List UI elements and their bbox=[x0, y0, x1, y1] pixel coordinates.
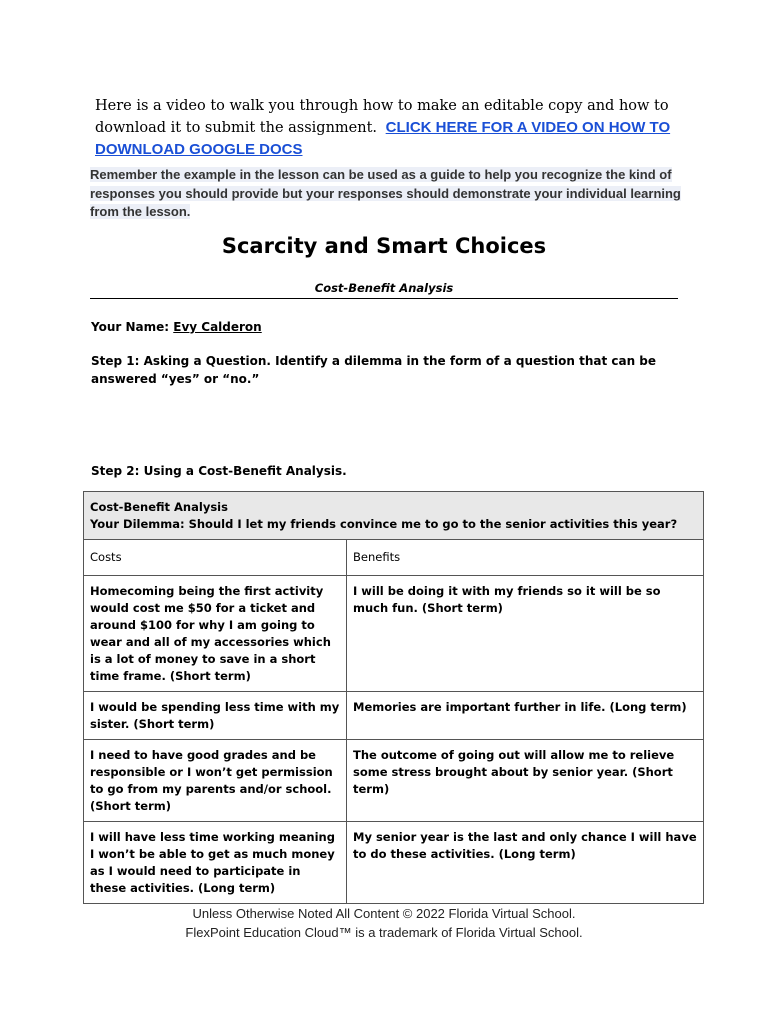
table-header-cell bbox=[84, 492, 704, 540]
name-value[interactable]: Evy Calderon bbox=[173, 320, 262, 334]
footer-copyright: Unless Otherwise Noted All Content © 2022 Florida Virtual School. bbox=[192, 906, 576, 921]
cost-cell[interactable]: I need to have good grades and be responsible or I won’t get permission to go from my parents and/or school. (Short term) bbox=[84, 740, 347, 822]
name-label: Your Name: bbox=[91, 320, 170, 334]
table-row bbox=[84, 692, 704, 740]
intro-paragraph bbox=[95, 96, 695, 161]
table-heading: Cost-Benefit Analysis bbox=[90, 500, 228, 514]
col-costs: Costs bbox=[84, 540, 347, 576]
table-row bbox=[84, 822, 704, 904]
reminder-text: Remember the example in the lesson can be used as a guide to help you recognize the kind of responses you should provide but your responses should demonstrate your individual learning from the lesson. bbox=[90, 167, 681, 219]
page-subtitle: Cost-Benefit Analysis bbox=[90, 281, 678, 299]
name-field bbox=[91, 318, 691, 336]
benefit-cell[interactable]: The outcome of going out will allow me to relieve some stress brought about by senior year. (Short term) bbox=[347, 740, 704, 822]
benefit-cell[interactable]: I will be doing it with my friends so it will be so much fun. (Short term) bbox=[347, 576, 704, 692]
table-column-row bbox=[84, 540, 704, 576]
table-header-row bbox=[84, 492, 704, 540]
intro-text: Here is a video to walk you through how to make an editable copy and how to download it to submit the assignment. bbox=[95, 98, 669, 136]
step1-prompt: Step 1: Asking a Question. Identify a dilemma in the form of a question that can be answered “yes” or “no.” bbox=[91, 354, 657, 386]
cost-benefit-table bbox=[83, 491, 704, 904]
cost-cell[interactable]: I will have less time working meaning I won’t be able to get as much money as I would need to participate in these activities. (Long term) bbox=[84, 822, 347, 904]
reminder-note bbox=[90, 166, 690, 222]
table-row bbox=[84, 576, 704, 692]
benefit-cell[interactable]: My senior year is the last and only chance I will have to do these activities. (Long term) bbox=[347, 822, 704, 904]
video-link[interactable]: CLICK HERE FOR A VIDEO ON HOW TO DOWNLOAD GOOGLE DOCS bbox=[95, 119, 671, 158]
cost-cell[interactable]: I would be spending less time with my sister. (Short term) bbox=[84, 692, 347, 740]
step2-prompt: Step 2: Using a Cost-Benefit Analysis. bbox=[91, 464, 347, 478]
table-row bbox=[84, 740, 704, 822]
cost-cell[interactable]: Homecoming being the first activity would cost me $50 for a ticket and around $100 for why I am going to wear and all of my accessories which is a lot of money to save in a short time frame. (Short term) bbox=[84, 576, 347, 692]
page-title: Scarcity and Smart Choices bbox=[221, 234, 547, 258]
benefit-cell[interactable]: Memories are important further in life. (Long term) bbox=[347, 692, 704, 740]
table-dilemma[interactable]: Your Dilemma: Should I let my friends convince me to go to the senior activities this year? bbox=[90, 517, 678, 531]
col-benefits: Benefits bbox=[347, 540, 704, 576]
footer-trademark: FlexPoint Education Cloud™ is a trademark of Florida Virtual School. bbox=[185, 925, 583, 940]
